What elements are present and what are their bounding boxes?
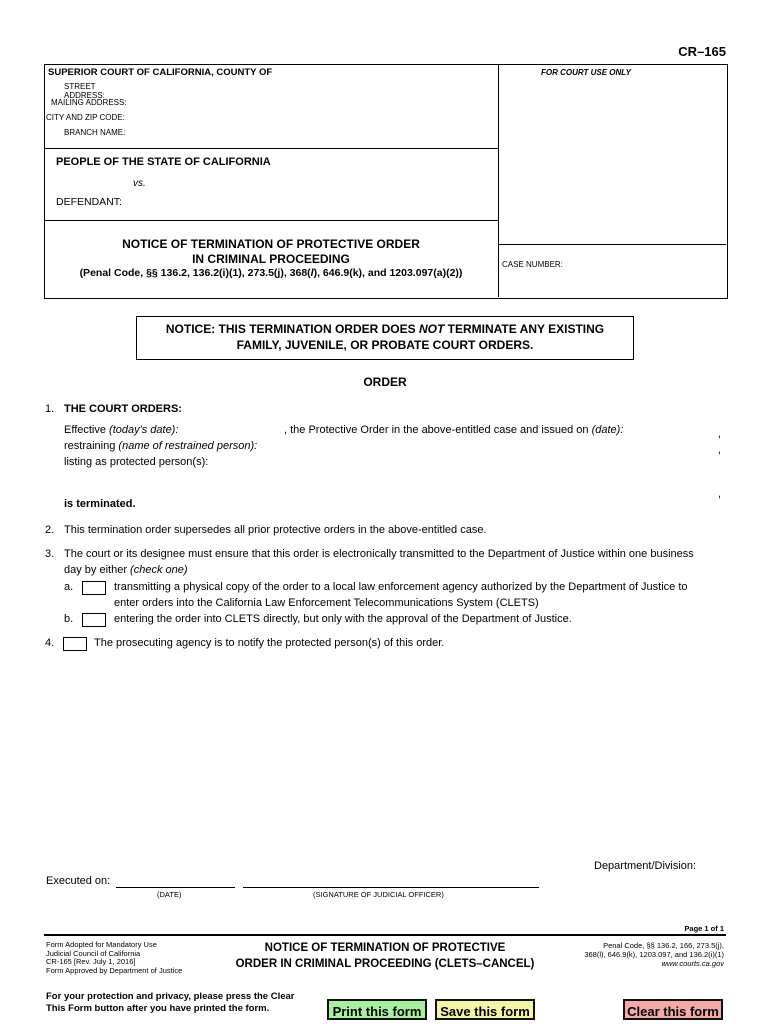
footer-right-1: Penal Code, §§ 136.2, 166, 273.5(j),: [603, 941, 724, 950]
effective-label: [64, 424, 178, 436]
comma-1: ,: [718, 428, 722, 440]
privacy-line-2: This Form button after you have printed the form.: [46, 1003, 270, 1014]
item-1-number: 1.: [45, 403, 55, 415]
footer-left-2: Judicial Council of California: [46, 948, 141, 958]
footer-left: [46, 941, 182, 975]
executed-on-label: Executed on:: [46, 875, 111, 887]
listing-label: listing as protected person(s):: [64, 456, 209, 468]
protective-text: , the Protective Order in the above-entitled case and issued on: [284, 424, 592, 436]
title-line-1: NOTICE OF TERMINATION OF PROTECTIVE ORDER: [122, 237, 420, 251]
privacy-note: [46, 991, 294, 1015]
title-line-2: IN CRIMINAL PROCEEDING: [192, 252, 350, 266]
footer-left-4: Form Approved by Department of Justice: [46, 965, 183, 975]
item-2-number: 2.: [45, 524, 55, 536]
issued-date-field[interactable]: [640, 422, 714, 436]
branch-name-label: BRANCH NAME:: [64, 128, 126, 137]
item-3a-label: a.: [64, 581, 74, 593]
title-line-3-part-a: (Penal Code, §§ 136.2, 136.2(i)(1), 273.5(j), 368(: [79, 267, 311, 279]
notice-part-1: NOTICE: THIS TERMINATION ORDER DOES: [165, 322, 419, 336]
caption-divider: [498, 64, 499, 297]
notice-line-1: [136, 322, 634, 336]
mailing-address-field[interactable]: [128, 96, 488, 110]
title-line-3-italic: l: [310, 267, 314, 279]
effective-italic: (today's date):: [109, 424, 179, 436]
date-caption: (DATE): [157, 890, 182, 899]
notice-line-2: FAMILY, JUVENILE, OR PROBATE COURT ORDERS.: [236, 338, 534, 352]
comma-3: ,: [718, 488, 722, 500]
court-use-label: FOR COURT USE ONLY: [541, 68, 631, 77]
item-3a-line-2: enter orders into the California Law Enforcement Telecommunications System (CLETS): [114, 597, 539, 609]
case-number-divider: [498, 244, 726, 245]
item-4-text: The prosecuting agency is to notify the protected person(s) of this order.: [94, 637, 445, 649]
executed-date-field[interactable]: [116, 872, 235, 886]
item-4-number: 4.: [45, 637, 55, 649]
court-header: SUPERIOR COURT OF CALIFORNIA, COUNTY OF: [48, 67, 273, 78]
item-3a-checkbox[interactable]: [82, 581, 106, 595]
signature-line: [243, 887, 539, 888]
notice-not: NOT: [418, 322, 445, 336]
item-3-line-2: [64, 564, 188, 576]
footer-left-1: Form Adopted for Mandatory Use: [46, 940, 157, 949]
vs-label: vs.: [133, 178, 146, 189]
branch-name-field[interactable]: [128, 126, 488, 140]
signature-caption: (SIGNATURE OF JUDICIAL OFFICER): [313, 890, 444, 899]
city-zip-field[interactable]: [128, 111, 488, 125]
effective-date-field[interactable]: [206, 422, 282, 436]
terminated-text: is terminated.: [64, 498, 136, 510]
footer-right: [584, 941, 724, 968]
item-3-line-1: The court or its designee must ensure that this order is electronically transmitted to the Department of Justice within one business: [64, 548, 694, 560]
defendant-field[interactable]: [124, 194, 488, 208]
courts-website-link[interactable]: www.courts.ca.gov: [661, 959, 724, 968]
order-heading: ORDER: [363, 375, 407, 389]
item-3b-text: entering the order into CLETS directly, but only with the approval of the Department of Justice.: [114, 613, 572, 625]
defendant-label: DEFENDANT:: [56, 196, 122, 208]
protected-persons-field[interactable]: [64, 472, 714, 494]
item-4-checkbox[interactable]: [63, 637, 87, 651]
comma-2: ,: [718, 444, 722, 456]
footer-title-1: NOTICE OF TERMINATION OF PROTECTIVE: [264, 942, 506, 954]
item-3b-checkbox[interactable]: [82, 613, 106, 627]
item-2-text: This termination order supersedes all prior protective orders in the above-entitled case.: [64, 524, 487, 536]
footer-title-2: ORDER IN CRIMINAL PROCEEDING (CLETS–CANCEL): [235, 958, 535, 970]
restraining-text: restraining: [64, 440, 119, 452]
item-1-title: THE COURT ORDERS:: [64, 403, 182, 415]
people-label: PEOPLE OF THE STATE OF CALIFORNIA: [56, 156, 271, 168]
footer-title: [200, 940, 570, 972]
privacy-line-1: For your protection and privacy, please press the Clear: [46, 991, 295, 1002]
footer-right-2: 368(l), 646.9(k), 1203.097, and 136.2(i)(1): [584, 950, 724, 959]
street-address-field[interactable]: [128, 80, 488, 94]
street-address-label: STREET ADDRESS:: [64, 82, 105, 100]
title-line-3: [44, 267, 498, 279]
item-3a-line-1: transmitting a physical copy of the order to a local law enforcement agency authorized by the Department of Justice to: [114, 581, 688, 593]
check-one-italic: (check one): [130, 564, 188, 576]
city-zip-label: CITY AND ZIP CODE:: [46, 113, 125, 122]
form-number: CR–165: [678, 44, 726, 59]
restrained-person-field[interactable]: [268, 438, 714, 452]
mailing-address-label: MAILING ADDRESS:: [51, 98, 127, 107]
item-3-line-2-text: day by either: [64, 564, 131, 576]
clear-form-button[interactable]: Clear this form: [623, 999, 723, 1020]
case-number-field[interactable]: [502, 274, 722, 288]
parties-section-divider: [44, 220, 498, 221]
print-form-button[interactable]: Print this form: [327, 999, 427, 1020]
page-number: Page 1 of 1: [684, 924, 724, 933]
protective-order-text: [284, 424, 623, 436]
restraining-label: [64, 440, 257, 452]
item-3b-label: b.: [64, 613, 74, 625]
date-line: [116, 887, 235, 888]
case-number-label: CASE NUMBER:: [502, 260, 563, 269]
restraining-italic: (name of restrained person):: [118, 440, 258, 452]
item-3-number: 3.: [45, 548, 55, 560]
title-line-3-part-b: ), 646.9(k), and 1203.097(a)(2)): [313, 267, 463, 279]
save-form-button[interactable]: Save this form: [435, 999, 535, 1020]
footer-left-3: CR-165 [Rev. July 1, 2016]: [46, 957, 136, 966]
notice-part-2: TERMINATE ANY EXISTING: [444, 322, 605, 336]
court-section-divider: [44, 148, 498, 149]
effective-text: Effective: [64, 424, 110, 436]
department-label: Department/Division:: [594, 860, 697, 872]
issued-date-italic: (date):: [591, 424, 624, 436]
footer-rule: [44, 934, 726, 936]
